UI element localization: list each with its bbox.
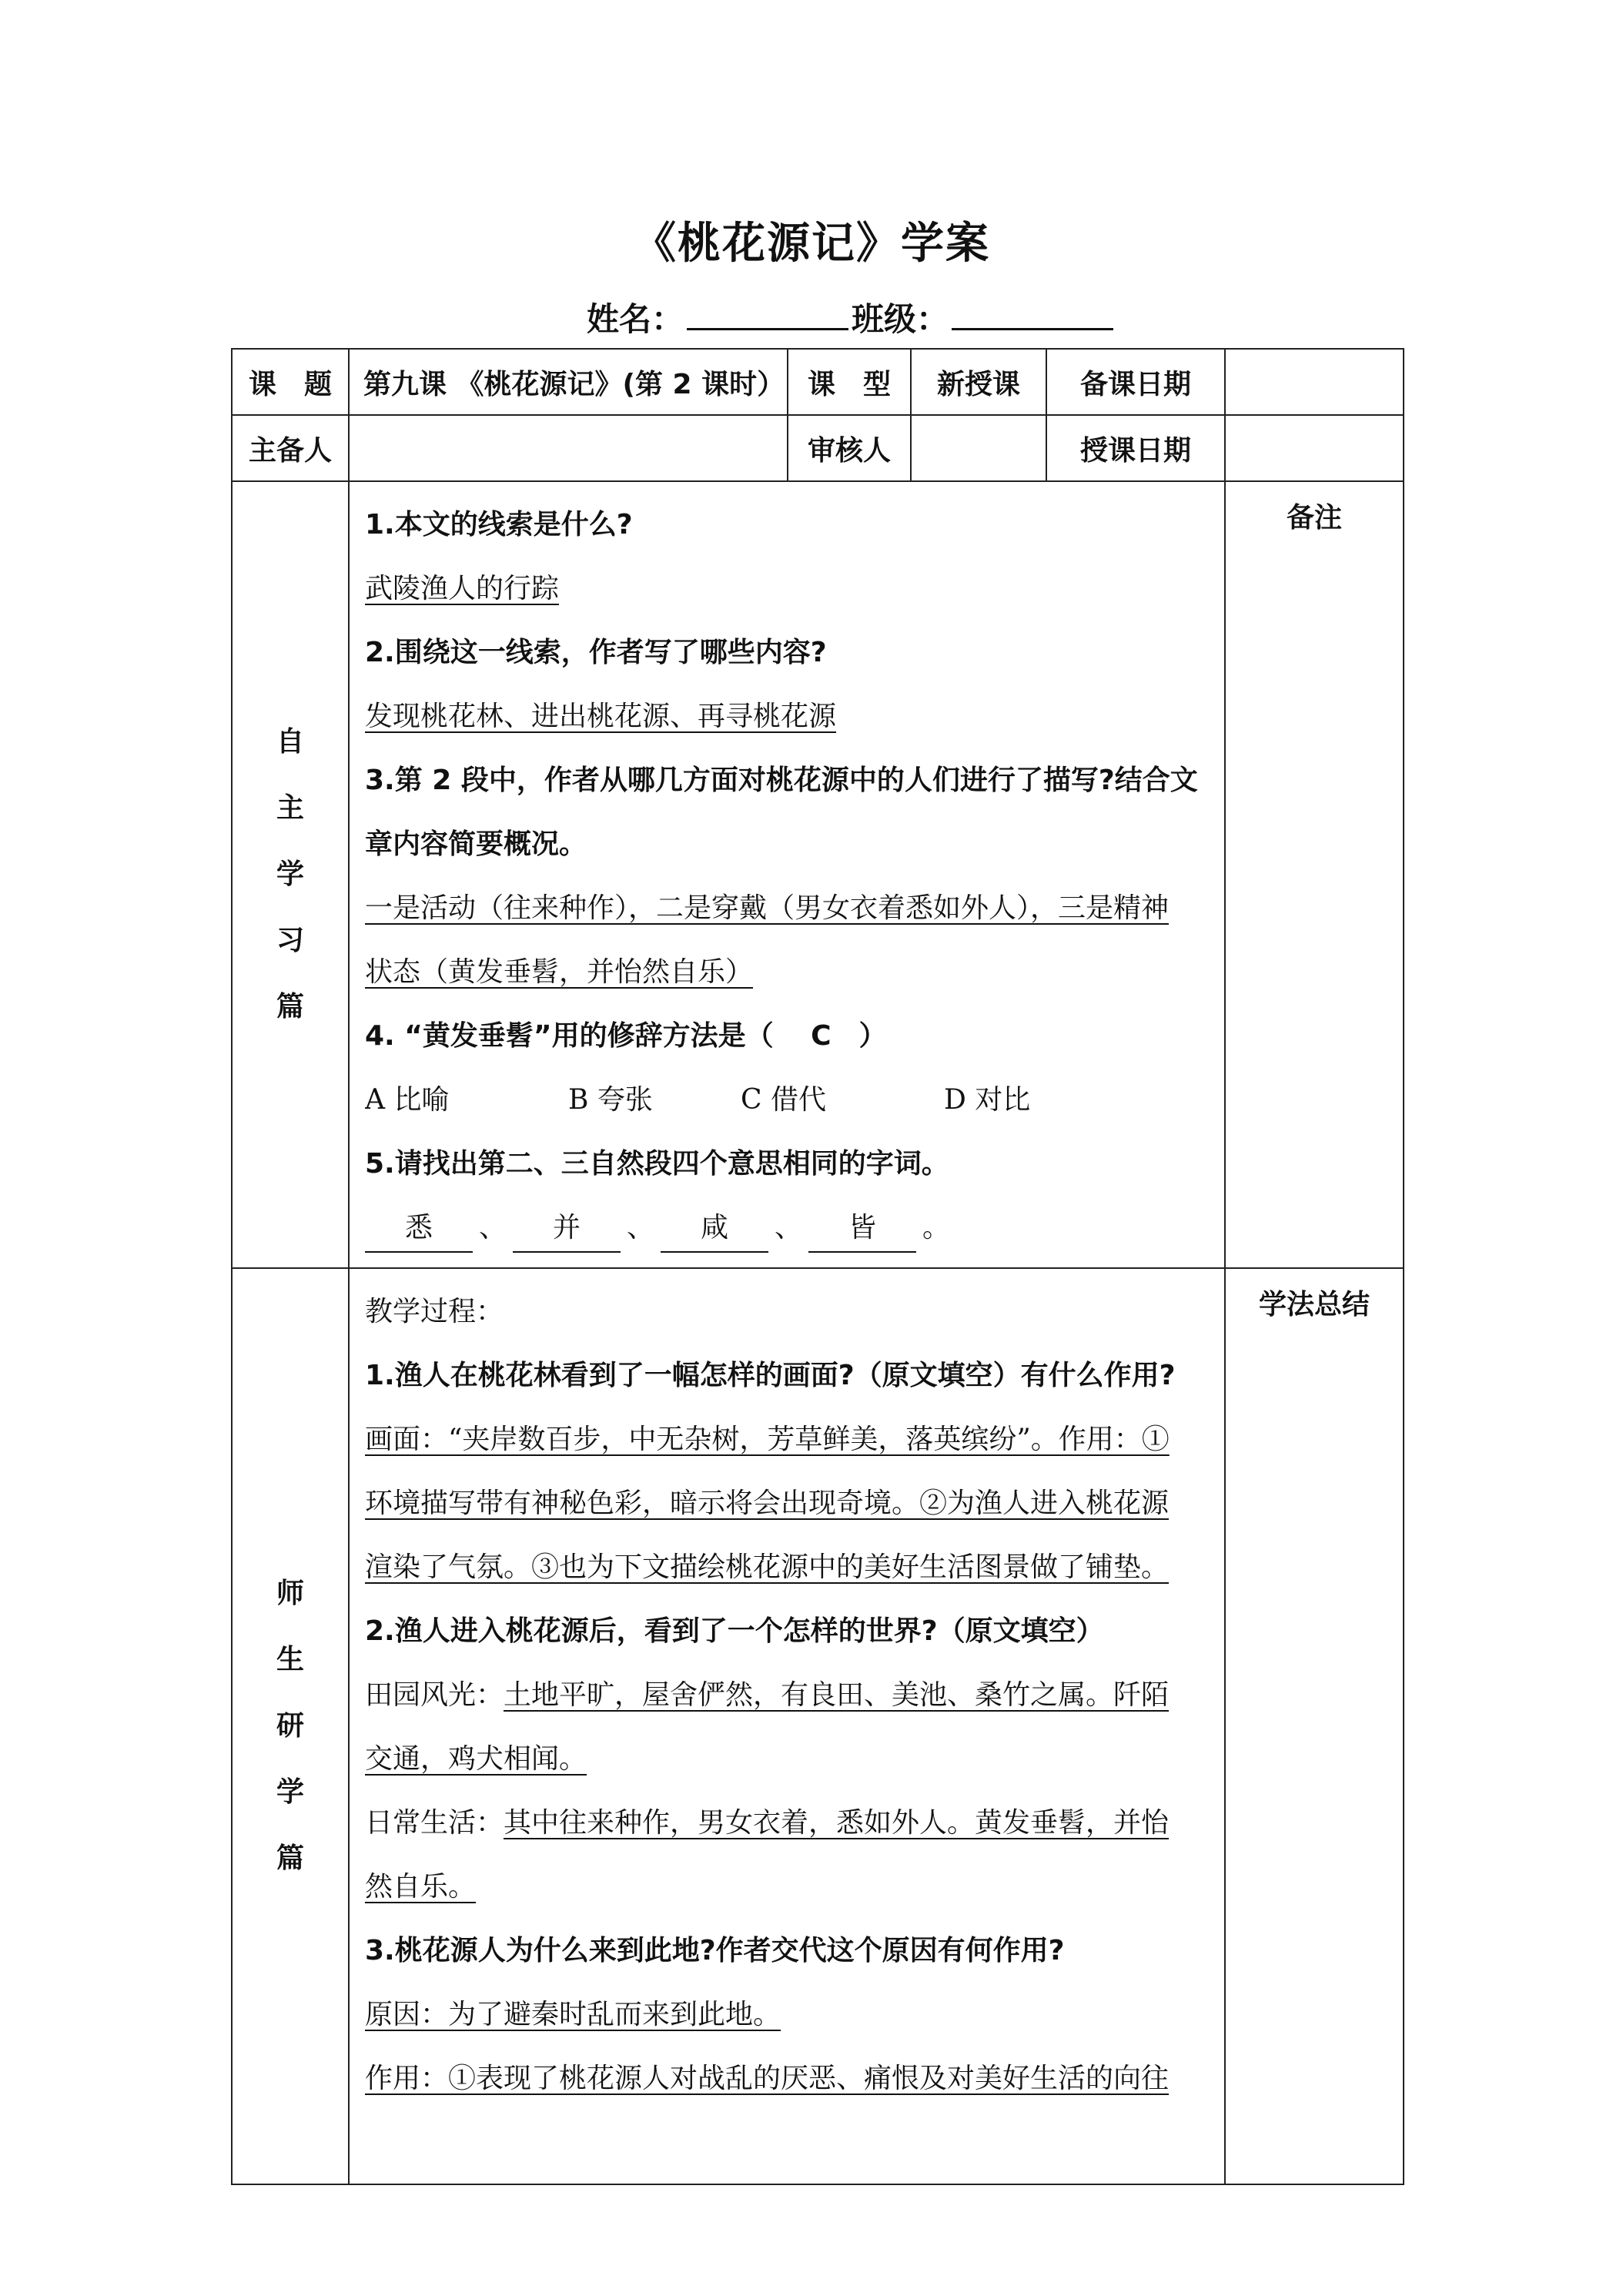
teach-date-value[interactable] <box>1225 415 1404 481</box>
answer-line: 其中往来种作，男女衣着，悉如外人。黄发垂髫，并怡 <box>504 1807 1170 1839</box>
research-row <box>232 1268 1404 2184</box>
answer-line: 渲染了气氛。③也为下文描绘桃花源中的美好生活图景做了铺垫。 <box>365 1551 1170 1583</box>
section-char: 主 <box>276 792 304 824</box>
fill-word: 悉 <box>365 1205 473 1253</box>
fill-separator: 、 <box>626 1212 654 1243</box>
section-char: 习 <box>276 925 304 956</box>
fill-word: 咸 <box>661 1205 768 1253</box>
prep-date-label: 备课日期 <box>1046 349 1225 415</box>
type-value: 新授课 <box>911 349 1046 415</box>
fill-separator: 、 <box>478 1212 507 1243</box>
answer-line: 作用：①表现了桃花源人对战乱的厌恶、痛恨及对美好生活的向往 <box>365 2063 1170 2094</box>
self-study-row <box>232 481 1404 1268</box>
preparer-label: 主备人 <box>232 415 349 481</box>
answer-line: 画面：“夹岸数百步，中无杂树，芳草鲜美，落英缤纷”。作用：① <box>365 1424 1170 1455</box>
question-line: 2.围绕这一线索，作者写了哪些内容? <box>365 637 827 668</box>
class-label: 班级： <box>852 300 949 338</box>
research-section-label <box>232 1268 349 2184</box>
header-row-1 <box>232 349 1404 415</box>
choice-option: B 夸张 <box>568 1084 653 1116</box>
fill-in-answers <box>365 1196 1207 1260</box>
process-heading: 教学过程： <box>365 1296 504 1327</box>
answer-line: 然自乐。 <box>365 1871 477 1903</box>
question-line: 1.渔人在桃花林看到了一幅怎样的画面?（原文填空）有什么作用? <box>365 1360 1176 1391</box>
section-char: 篇 <box>276 991 304 1022</box>
fill-word: 并 <box>513 1205 621 1253</box>
teach-date-label: 授课日期 <box>1046 415 1225 481</box>
question-line: 1.本文的线索是什么? <box>365 509 633 541</box>
answer-line: 环境描写带有神秘色彩，暗示将会出现奇境。②为渔人进入桃花源 <box>365 1488 1170 1519</box>
question-line: 4. “黄发垂髫”用的修辞方法是（ C ） <box>365 1020 887 1052</box>
type-label: 课 型 <box>788 349 911 415</box>
self-study-section-label <box>232 481 349 1268</box>
prep-date-value[interactable] <box>1225 349 1404 415</box>
answer-line: 武陵渔人的行踪 <box>365 573 560 604</box>
answer-line: 土地平旷，屋舍俨然，有良田、美池、桑竹之属。阡陌 <box>504 1679 1170 1711</box>
section-char: 学 <box>276 1776 304 1808</box>
topic-label: 课 题 <box>232 349 349 415</box>
answer-line: 发现桃花林、进出桃花源、再寻桃花源 <box>365 701 837 732</box>
section-char: 学 <box>276 858 304 890</box>
choice-option: A 比喻 <box>365 1084 450 1116</box>
fill-separator: 、 <box>774 1212 802 1243</box>
answer-label: 日常生活： <box>365 1807 504 1839</box>
name-label: 姓名： <box>587 300 684 338</box>
research-content <box>349 1268 1225 2184</box>
research-note: 学法总结 <box>1225 1268 1404 2184</box>
reviewer-value[interactable] <box>911 415 1046 481</box>
lesson-table <box>231 348 1404 2185</box>
choice-list <box>365 1068 1207 1132</box>
section-char: 篇 <box>276 1842 304 1874</box>
fill-word: 皆 <box>808 1205 916 1253</box>
topic-value: 第九课 《桃花源记》(第 2 课时） <box>349 349 788 415</box>
choice-option: D 对比 <box>944 1084 1031 1116</box>
reviewer-label: 审核人 <box>788 415 911 481</box>
answer-line: 原因：为了避秦时乱而来到此地。 <box>365 1999 781 2030</box>
preparer-value[interactable] <box>349 415 788 481</box>
self-study-content <box>349 481 1225 1268</box>
answer-line: 一是活动（往来种作），二是穿戴（男女衣着悉如外人），三是精神 <box>365 892 1170 924</box>
question-line: 2.渔人进入桃花源后，看到了一个怎样的世界?（原文填空） <box>365 1615 1104 1647</box>
choice-option: C 借代 <box>741 1084 826 1116</box>
section-char: 生 <box>276 1644 304 1675</box>
name-blank[interactable] <box>687 297 848 330</box>
question-line: 5.请找出第二、三自然段四个意思相同的字词。 <box>365 1148 949 1180</box>
page-title: 《桃花源记》学案 <box>633 219 990 269</box>
section-char: 自 <box>276 726 304 758</box>
question-line: 3.第 2 段中，作者从哪几方面对桃花源中的人们进行了描写?结合文 <box>365 765 1198 796</box>
answer-label: 田园风光： <box>365 1679 504 1711</box>
fill-separator: 。 <box>922 1212 950 1243</box>
self-study-note: 备注 <box>1225 481 1404 1268</box>
section-char: 研 <box>276 1710 304 1742</box>
answer-line: 状态（黄发垂髫，并怡然自乐） <box>365 956 754 988</box>
student-info-line <box>587 294 1116 340</box>
question-line: 章内容简要概况。 <box>365 828 587 860</box>
question-line: 3.桃花源人为什么来到此地?作者交代这个原因有何作用? <box>365 1935 1065 1966</box>
header-row-2 <box>232 415 1404 481</box>
section-char: 师 <box>276 1578 304 1609</box>
class-blank[interactable] <box>952 297 1113 330</box>
answer-line: 交通，鸡犬相闻。 <box>365 1743 587 1775</box>
